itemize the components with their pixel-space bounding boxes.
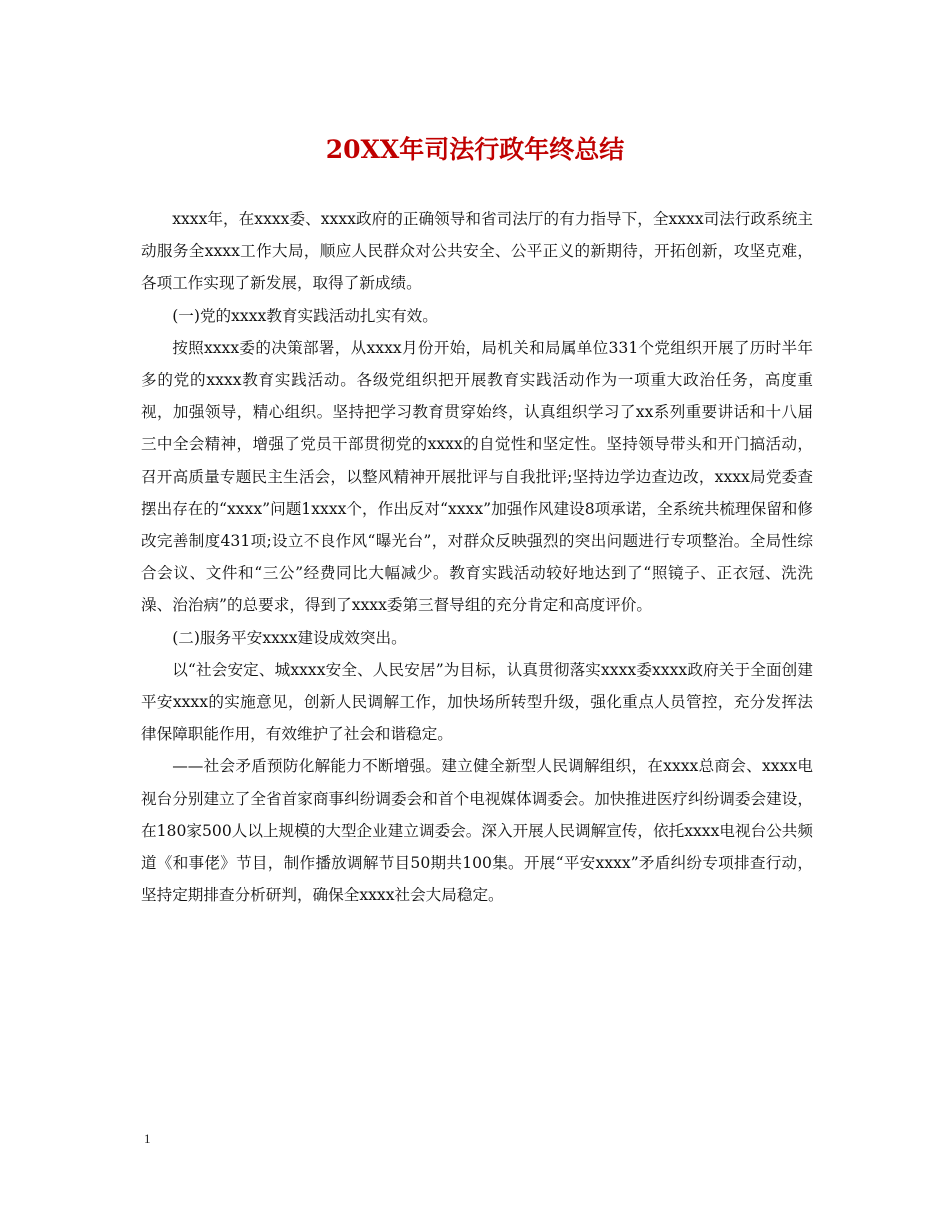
document-title: 20XX年司法行政年终总结: [325, 135, 625, 164]
section-heading-2: (二)服务平安xxxx建设成效突出。: [172, 628, 407, 647]
section-heading-1: (一)党的xxxx教育实践活动扎实有效。: [172, 306, 438, 325]
document-body: [141, 203, 813, 911]
page-number: 1: [144, 1131, 151, 1146]
paragraph-safety-goal: 以“社会安定、城xxxx安全、人民安居”为目标，认真贯彻落实xxxx委xxxx政府关于全面创建平安xxxx的实施意见，创新人民调解工作，加快场所转型升级，强化重点人员管控，充分发挥法律保障职能作用，有效维护了社会和谐稳定。: [141, 660, 813, 744]
paragraph-conflict-resolution: ——社会矛盾预防化解能力不断增强。建立健全新型人民调解组织，在xxxx总商会、xxxx电视台分别建立了全省首家商事纠纷调委会和首个电视媒体调委会。加快推进医疗纠纷调委会建设，在180家500人以上规模的大型企业建立调委会。深入开展人民调解宣传，依托xxxx电视台公共频道《和事佬》节目，制作播放调解节目50期共100集。开展“平安xxxx”矛盾纠纷专项排查行动，坚持定期排查分析研判，确保全xxxx社会大局稳定。: [141, 757, 813, 905]
paragraph-intro: xxxx年，在xxxx委、xxxx政府的正确领导和省司法厅的有力指导下，全xxxx司法行政系统主动服务全xxxx工作大局，顺应人民群众对公共安全、公平正义的新期待，开拓创新，攻坚克难，各项工作实现了新发展，取得了新成绩。: [141, 210, 813, 293]
paragraph-education-practice: 按照xxxx委的决策部署，从xxxx月份开始，局机关和局属单位331个党组织开展了历时半年多的党的xxxx教育实践活动。各级党组织把开展教育实践活动作为一项重大政治任务，高度重视，加强领导，精心组织。坚持把学习教育贯穿始终，认真组织学习了xx系列重要讲话和十八届三中全会精神，增强了党员干部贯彻党的xxxx的自觉性和坚定性。坚持领导带头和开门搞活动，召开高质量专题民主生活会，以整风精神开展批评与自我批评;坚持边学边查边改，xxxx局党委查摆出存在的“xxxx”问题1xxxx个，作出反对“xxxx”加强作风建设8项承诺，全系统共梳理保留和修改完善制度431项;设立不良作风“曝光台”，对群众反映强烈的突出问题进行专项整治。全局性综合会议、文件和“三公”经费同比大幅减少。教育实践活动较好地达到了“照镜子、正衣冠、洗洗澡、治治病”的总要求，得到了xxxx委第三督导组的充分肯定和高度评价。: [141, 338, 813, 615]
